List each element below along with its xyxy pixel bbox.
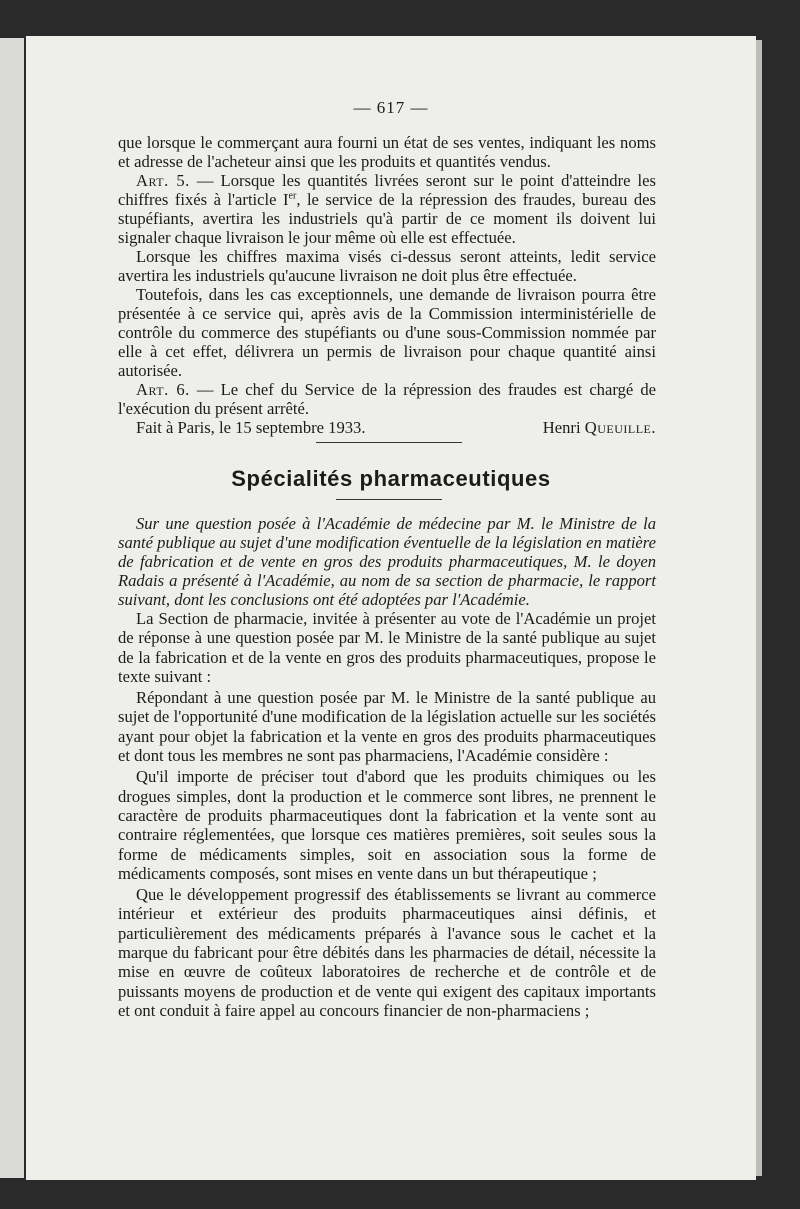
article-5-text-b: , le service de la répression des fraudes, bureau des stupéfiants, avertira les industriels qu'à partir de ce moment ils doivent lui signaler chaque livraison le jour même où elle est effectuée.	[118, 190, 657, 247]
section-title: Spécialités pharmaceutiques	[231, 466, 551, 491]
signature-place-date: Fait à Paris, le 15 septembre 1933.	[136, 418, 366, 437]
body-paragraph: Que le développement progressif des établissements se livrant au commerce intérieur et extérieur des produits pharmaceutiques ainsi définis, et particulièrement des médicaments préparés à l'avance sous le cachet et la marque du fabricant pour être débités dans les pharmacies de détail, nécessite la mise en œuvre de coûteux laboratoires de recherche et de contrôle et de puissants moyens de production et de vente qui exigent des capitaux importants et ont conduit à faire appel au concours financier de non-pharmaciens ;	[118, 885, 656, 1020]
paragraph-continuation: que lorsque le commerçant aura fourni un état de ses ventes, indiquant les noms et adresse de l'acheteur ainsi que les produits et quantités vendus.	[118, 133, 656, 171]
article-6-label: Art. 6.	[136, 380, 190, 399]
article-ref-number: I	[283, 190, 289, 209]
section-divider	[316, 442, 462, 443]
article-5	[118, 171, 656, 247]
body-paragraph: Répondant à une question posée par M. le Ministre de la santé publique au sujet de l'opportunité d'une modification de la législation actuelle sur les sociétés ayant pour objet la fabrication et la vente en gros des produits pharmaceutiques et dont tous les membres ne sont pas pharmaciens, l'Académie considère :	[118, 688, 656, 766]
article-6	[118, 380, 656, 418]
article-ref-superscript: er	[288, 190, 297, 202]
section-intro	[118, 514, 656, 609]
signature-name: Henri Queuille.	[542, 418, 656, 437]
paragraph-toutefois: Toutefois, dans les cas exceptionnels, une demande de livraison pourra être présentée à ce service qui, après avis de la Commission interministérielle de contrôle du commerce des stupéfiants ou d'une sous-Commission nommée par elle à cet effet, délivrera un permis de livraison pour chaque quantité ainsi autorisée.	[118, 285, 656, 380]
document-page	[26, 36, 756, 1180]
paragraph-maxima: Lorsque les chiffres maxima visés ci-dessus seront atteints, ledit service avertira les industriels qu'aucune livraison ne doit plus être effectuée.	[118, 247, 656, 285]
signature-line	[118, 418, 656, 437]
body-paragraph: Qu'il importe de préciser tout d'abord que les produits chimiques ou les drogues simples, dont la production et le commerce sont libres, ne prennent le caractère de produits pharmaceutiques dont la fabrication et la vente sont au contraire réglementées, que lorsque ces matières premières, soit seules sous la forme de médicaments simples, soit en association sous la forme de médicaments composés, sont mises en vente dans un but thérapeutique ;	[118, 767, 656, 883]
title-underline	[336, 499, 442, 500]
page-number: — 617 —	[353, 98, 429, 117]
section-body	[118, 609, 656, 1022]
article-5-label: Art. 5.	[136, 171, 190, 190]
article-5-text-a: — Lorsque les quantités livrées seront sur le point d'atteindre les chiffres fixés à l'article	[118, 171, 656, 209]
intro-paragraph: Sur une question posée à l'Académie de médecine par M. le Ministre de la santé publique au sujet d'une modification éventuelle de la législation en matière de fabrication et de vente en gros des produits pharmaceutiques, M. le doyen Radais a présenté à l'Académie, au nom de sa section de pharmacie, le rapport suivant, dont les conclusions ont été adoptées par l'Académie.	[118, 514, 656, 609]
facing-page-edge	[0, 38, 24, 1178]
body-paragraph: La Section de pharmacie, invitée à présenter au vote de l'Académie un projet de réponse à une question posée par M. le Ministre de la santé publique au sujet de la fabrication et de la vente en gros des produits pharmaceutiques, propose le texte suivant :	[118, 609, 656, 686]
article-6-text: — Le chef du Service de la répression des fraudes est chargé de l'exécution du présent arrêté.	[118, 380, 657, 418]
page-edge-shadow	[756, 40, 762, 1176]
decree-text	[118, 133, 656, 437]
